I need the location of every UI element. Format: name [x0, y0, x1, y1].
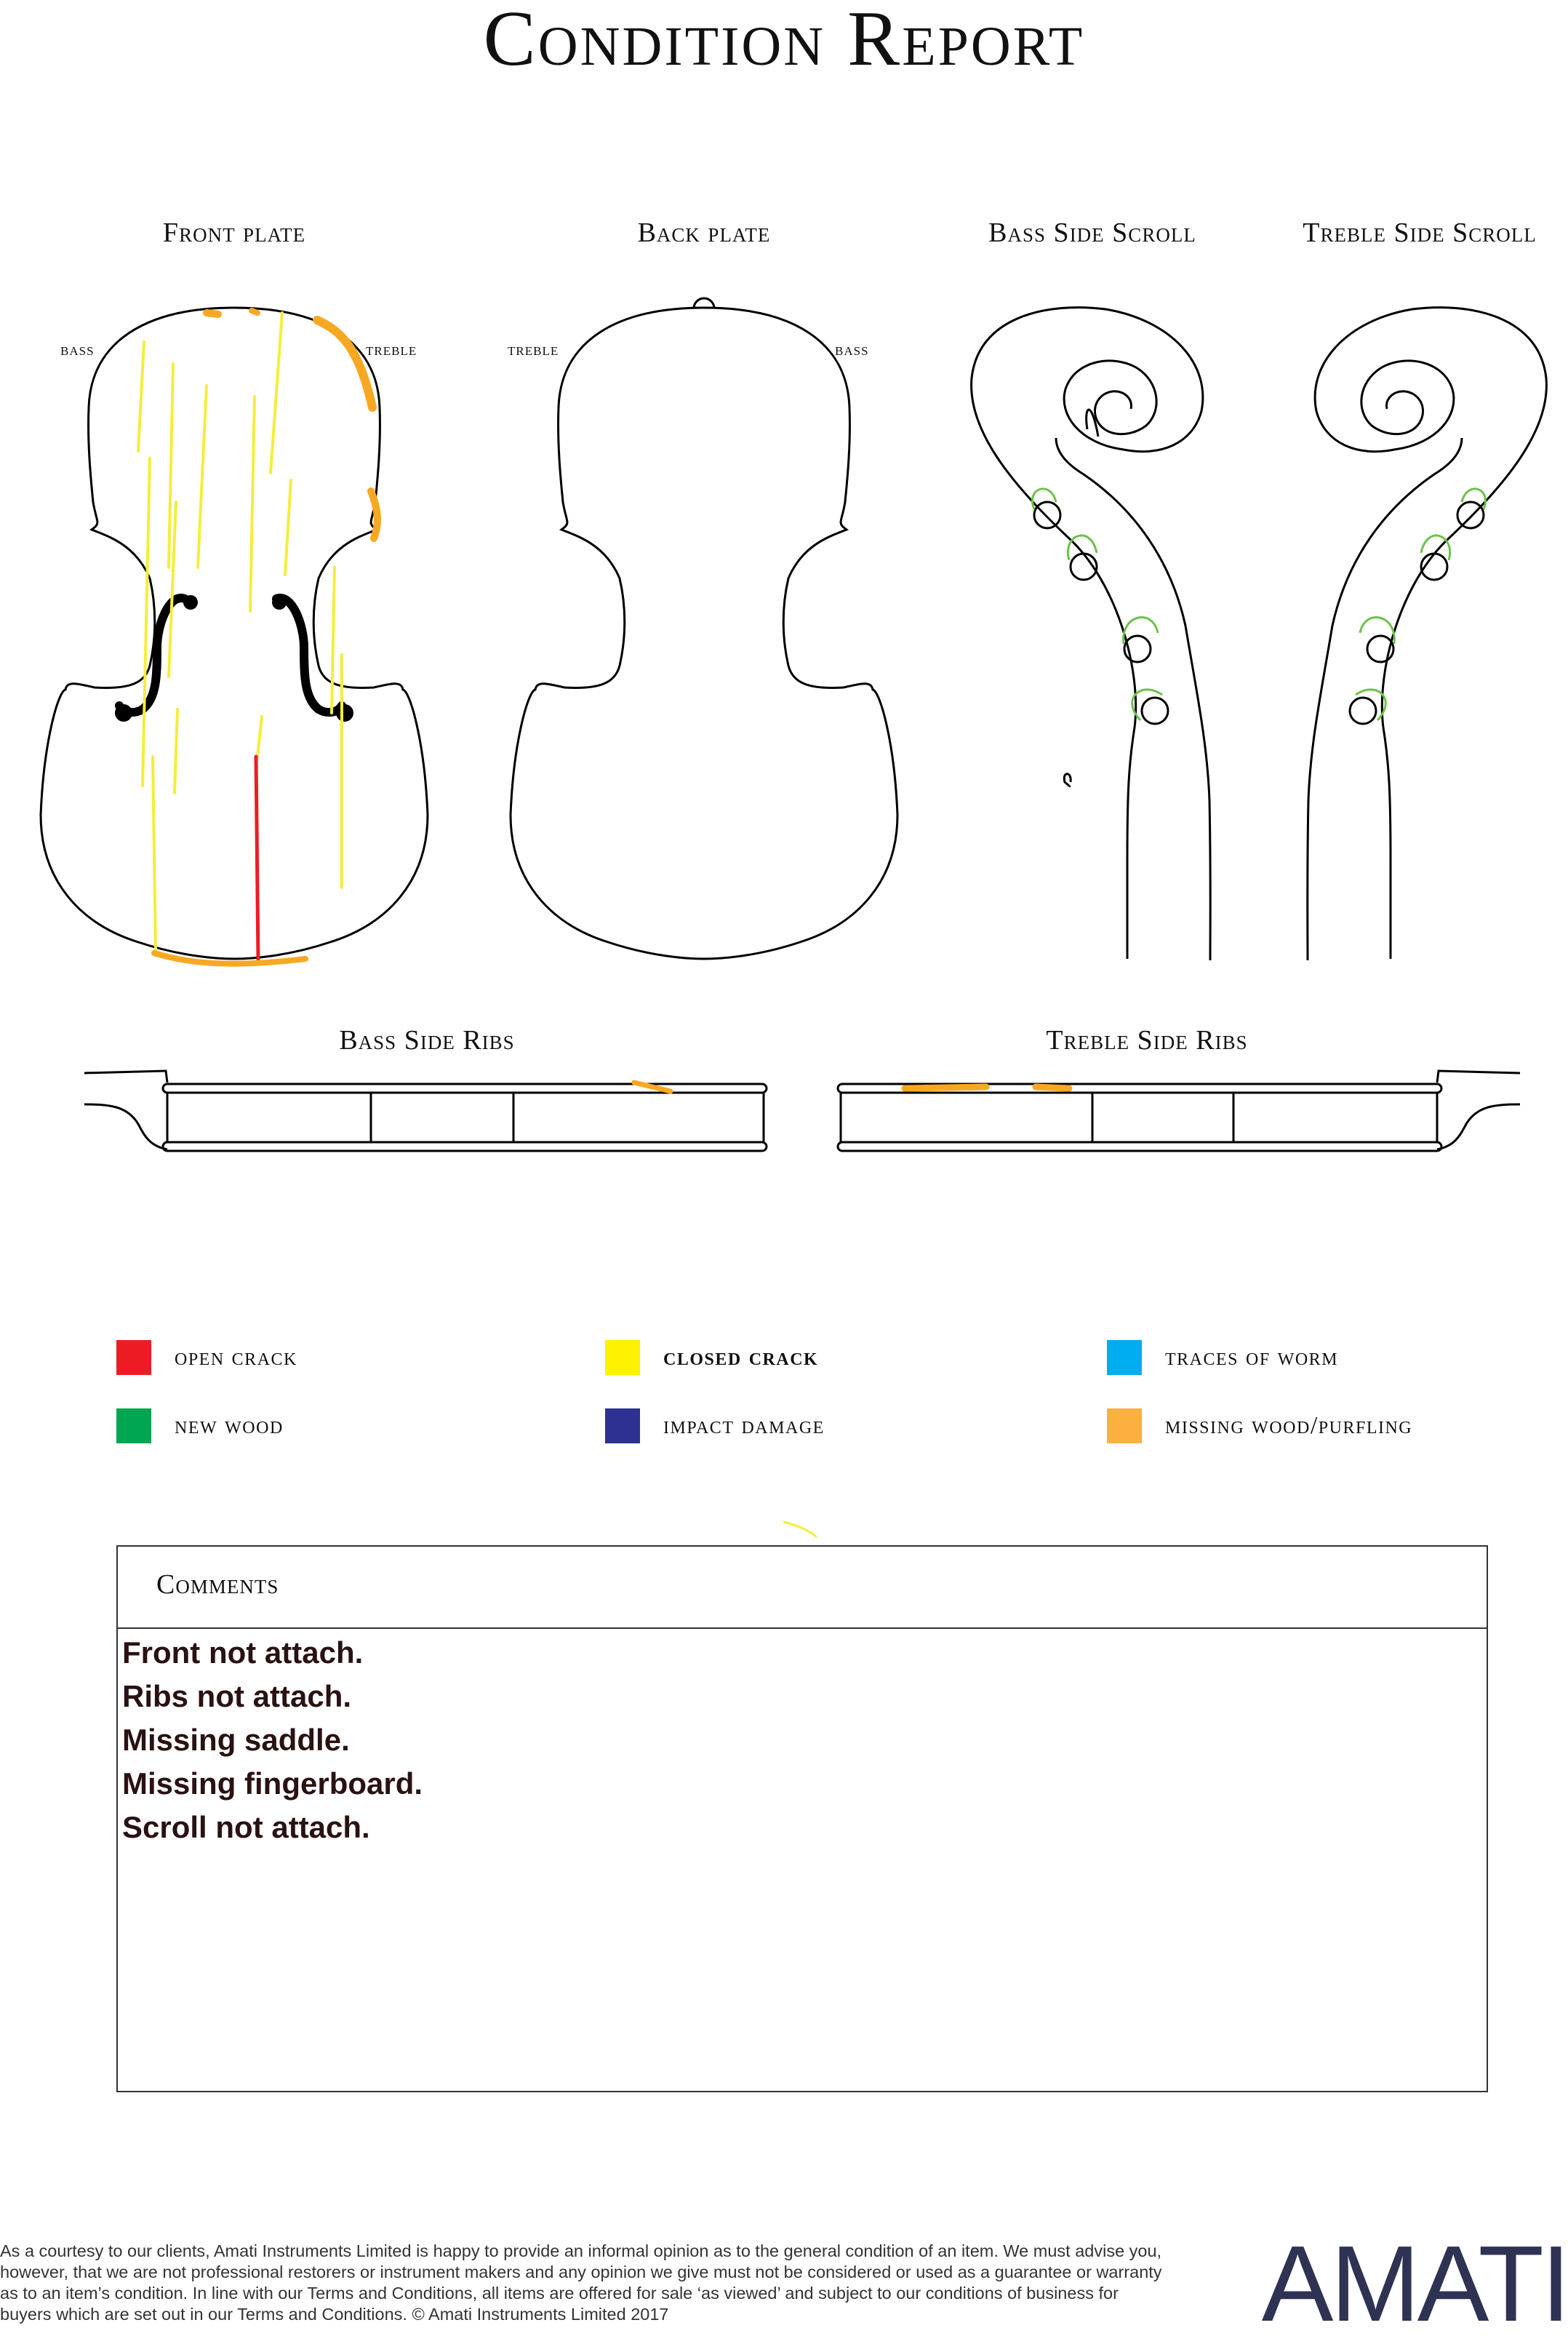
legend-label: missing wood/purfling	[1165, 1412, 1413, 1439]
missing-wood-swatch	[1107, 1408, 1142, 1443]
back-treble-side-label: treble	[508, 340, 559, 359]
stray-yellow-mark	[784, 1522, 816, 1536]
comments-text	[122, 1631, 423, 1849]
comment-line: Ribs not attach.	[122, 1679, 352, 1713]
bass-side-scroll-outline	[972, 308, 1211, 960]
legend-new-wood	[116, 1407, 284, 1445]
legend-traces-of-worm	[1107, 1339, 1338, 1376]
treble-side-scroll-label: Treble Side Scroll	[1303, 218, 1537, 248]
bass-side-ribs-label: Bass Side Ribs	[339, 1025, 515, 1056]
comment-line: Missing saddle.	[122, 1723, 350, 1757]
front-open-crack	[256, 757, 258, 960]
page-title: Condition Report	[483, 0, 1085, 82]
treble-side-ribs-label: Treble Side Ribs	[1046, 1025, 1248, 1056]
comment-line: Front not attach.	[122, 1635, 364, 1670]
impact-damage-swatch	[605, 1408, 640, 1443]
front-bass-side-label: bass	[60, 340, 95, 359]
bass-side-ribs-outline	[84, 1071, 767, 1151]
legend-closed-crack	[605, 1339, 818, 1376]
disclaimer-text: As a courtesy to our clients, Amati Instruments Limited is happy to provide an informal opinion as to the general condition of an item. We must advise you, however, that we are not professional restorers or instrument makers and any opinion we give must not be considered or used as a guarantee or warranty as to an item’s condition. In line with our Terms and Conditions, all items are offered for sale ‘as viewed’ and subject to our conditions of business for buyers which are set out in our Terms and Conditions. © Amati Instruments Limited 2017	[0, 2241, 1162, 2324]
new-wood-swatch	[116, 1408, 151, 1443]
front-closed-cracks	[138, 313, 342, 949]
legend-open-crack	[116, 1339, 297, 1376]
treble-side-scroll-outline	[1308, 308, 1547, 960]
treble-ribs-missing-wood	[905, 1087, 1069, 1088]
comment-line: Scroll not attach.	[122, 1810, 370, 1844]
legend-label: open crack	[175, 1344, 297, 1371]
closed-crack-swatch	[605, 1340, 640, 1375]
legend-missing-wood-purfling	[1107, 1407, 1412, 1445]
comment-line: Missing fingerboard.	[122, 1766, 423, 1801]
legend-label: new wood	[175, 1412, 284, 1439]
legend-label: traces of worm	[1165, 1344, 1339, 1371]
legend-label: impact damage	[663, 1412, 825, 1439]
comments-header	[118, 1547, 1487, 1629]
comments-box	[116, 1545, 1488, 2092]
traces-of-worm-swatch	[1107, 1340, 1142, 1375]
comments-title: Comments	[156, 1569, 279, 1600]
bass-scroll-new-wood	[1033, 489, 1162, 720]
front-treble-side-label: treble	[366, 340, 417, 359]
legend-label: closed crack	[663, 1344, 819, 1371]
legend-impact-damage	[605, 1407, 825, 1445]
bass-side-scroll-label: Bass Side Scroll	[988, 218, 1196, 248]
brand-logo: AMATI	[1261, 2224, 1568, 2344]
back-plate-label: Back plate	[637, 218, 771, 248]
back-bass-side-label: bass	[835, 340, 869, 359]
open-crack-swatch	[116, 1340, 151, 1375]
back-plate-outline	[511, 298, 897, 959]
front-missing-wood	[154, 311, 377, 964]
front-plate-label: Front plate	[162, 218, 306, 248]
treble-side-ribs-outline	[838, 1071, 1520, 1151]
treble-scroll-new-wood	[1356, 489, 1485, 720]
